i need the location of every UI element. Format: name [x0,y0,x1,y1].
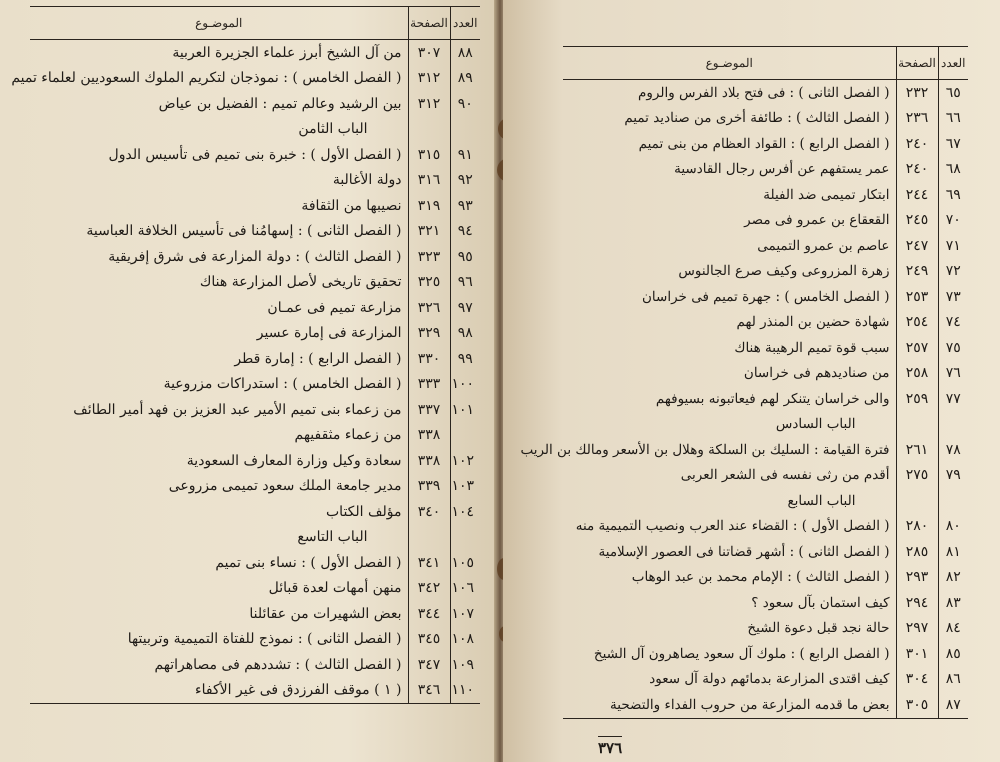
entry-number: ٩٣ [450,193,480,219]
entry-number: ٨١ [938,539,968,565]
topic-text: سبب قوة تميم الرهيبة هناك [734,339,890,356]
topic-text: كيف اقتدى المزارعة بدمائهم دولة آل سعود [649,671,890,688]
table-row [30,193,480,219]
page-ref: ٣٤٠ [408,499,450,525]
topic-text: ( الفصل الثالث ) : الإمام محمد بن عبد الوهاب [631,569,890,586]
page-ref: ٣٣٣ [408,372,450,398]
entry-number: ٧٨ [938,437,968,463]
entry-number: ٨٣ [938,590,968,616]
topic-text: المزارعة فى إمارة عسير [256,325,402,342]
entry-number [450,117,480,143]
header-number: العدد [450,7,480,40]
entry-number: ٦٧ [938,131,968,157]
entry-number: ٧٤ [938,310,968,336]
header-topic: الموضـوع [563,47,896,80]
entry-number: ١٠١ [450,397,480,423]
topic-text: عاصم بن عمرو التميمى [757,237,890,254]
table-row [563,565,968,591]
page-ref: ٢٣٢ [896,80,938,106]
header-number: العدد [938,47,968,80]
topic-text: ( الفصل الأول ) : القضاء عند العرب ونصيب التميمية منه [575,518,890,535]
header-page: الصفحة [896,47,938,80]
topic-text: زهرة المزروعى وكيف صرع الجالنوس [678,263,890,280]
entry-number: ١٠٤ [450,499,480,525]
table-row [30,474,480,500]
page-ref: ٣٠٧ [408,40,450,66]
table-row [30,40,480,66]
section-heading-row [30,117,480,143]
right-page [503,0,1000,762]
toc-body-left [11,40,480,704]
topic-text: فترة القيامة : السليك بن السلكة وهلال بن الأسعر ومالك بن الريب [520,441,890,458]
table-row [563,182,968,208]
page-ref: ٣٠١ [896,641,938,667]
topic-text: ( الفصل الأول ) : نساء بنى تميم [215,554,402,571]
page-ref: ٣٤٥ [408,627,450,653]
table-row [563,80,968,106]
entry-number: ٦٥ [938,80,968,106]
table-row [563,641,968,667]
entry-number: ٧٩ [938,463,968,489]
topic-text: بعض الشهيرات من عقائلنا [249,605,402,622]
page-ref: ٢٥٧ [896,335,938,361]
table-row [563,514,968,540]
topic-text: ( الفصل الخامس ) : استدراكات مزروعية [163,376,402,393]
table-row [30,91,480,117]
topic-text: تحقيق تاريخى لأصل المزارعة هناك [199,274,402,291]
table-row [563,106,968,132]
table-row [563,437,968,463]
topic-text: الباب الثامن [298,121,368,138]
header-topic: الموضـوع [30,7,408,40]
table-row [30,652,480,678]
page-ref: ٣٤٢ [408,576,450,602]
page-ref: ٢٣٦ [896,106,938,132]
page-ref [408,117,450,143]
page-ref: ٢٤٥ [896,208,938,234]
entry-number: ٨٨ [450,40,480,66]
page-ref: ٢٥٩ [896,386,938,412]
entry-number [450,525,480,551]
topic-text: ( الفصل الخامس ) : جهرة تميم فى خراسان [642,288,890,305]
table-row [563,361,968,387]
page-ref: ٣٤٤ [408,601,450,627]
table-row [563,667,968,693]
topic-text: ( الفصل الثانى ) : أشهر قضاتنا فى العصور الإسلامية [598,543,890,560]
page-ref: ٣٢٥ [408,270,450,296]
left-page [0,0,497,762]
page-ref [896,412,938,438]
entry-number [938,412,968,438]
page-ref: ٣٤٧ [408,652,450,678]
table-row [30,244,480,270]
page-ref: ٢٨٠ [896,514,938,540]
entry-number: ٨٢ [938,565,968,591]
page-ref: ٣٤١ [408,550,450,576]
topic-text: حالة نجد قبل دعوة الشيخ [747,620,890,637]
entry-number: ١٠٢ [450,448,480,474]
entry-number [450,423,480,449]
toc-table-left [11,6,480,704]
page-ref [896,488,938,514]
table-row [30,142,480,168]
entry-number: ١٠٩ [450,652,480,678]
entry-number: ٩٩ [450,346,480,372]
page-ref: ٣٣٨ [408,448,450,474]
table-row [563,692,968,718]
entry-number: ٦٨ [938,157,968,183]
table-row [563,284,968,310]
page-ref: ٢٥٤ [896,310,938,336]
topic-text: مزارعة تميم فى عمـان [267,299,402,316]
entry-number: ١٠٥ [450,550,480,576]
table-row [563,539,968,565]
table-row [30,372,480,398]
page-ref: ٢٩٧ [896,616,938,642]
topic-text: الباب التاسع [297,529,368,546]
topic-text: ( ١ ) موقف الفرزدق فى غير الأكفاء [30,678,408,704]
table-row [563,131,968,157]
page-ref: ٢٤٠ [896,131,938,157]
topic-text: الباب السادس [775,416,856,433]
topic-text: ( الفصل الثانى ) : نموذج للفتاة التميمية وتربيتها [127,631,402,648]
page-ref: ٣٢٩ [408,321,450,347]
topic-text: بعض ما قدمه المزارعة من حروب الفداء والتضحية [563,692,896,718]
section-heading-row [563,412,968,438]
table-row [30,219,480,245]
table-row [563,233,968,259]
page-ref: ٣١٩ [408,193,450,219]
page-ref: ٣٢١ [408,219,450,245]
topic-text: مؤلف الكتاب [326,503,402,520]
page-ref: ٣١٢ [408,66,450,92]
page-ref [408,525,450,551]
entry-number: ٩٢ [450,168,480,194]
entry-number: ٧٥ [938,335,968,361]
topic-text: بين الرشيد وعالم تميم : الفضيل بن عياض [158,95,402,112]
entry-number: ١٠٦ [450,576,480,602]
entry-number: ٧٧ [938,386,968,412]
table-row [30,448,480,474]
topic-text: منهن أمهات لعدة قبائل [268,580,402,597]
topic-text: نصيبها من الثقافة [301,197,402,214]
table-row [30,627,480,653]
page-ref: ٢٤٠ [896,157,938,183]
page-ref: ٣٣٠ [408,346,450,372]
topic-text: الباب السابع [787,492,856,509]
table-row [30,270,480,296]
topic-text: دولة الأغالبة [332,172,402,189]
entry-number: ٩٤ [450,219,480,245]
topic-text: ( الفصل الرابع ) : ملوك آل سعود يصاهرون آل الشيخ [593,645,890,662]
table-row [30,499,480,525]
table-row [30,346,480,372]
table-row [30,397,480,423]
page-ref: ٣٠٤ [896,667,938,693]
page-ref: ٣٤٦ [408,678,450,704]
topic-text: من زعماء مثقفيهم [294,427,402,444]
table-row [563,208,968,234]
entry-number: ٩٥ [450,244,480,270]
page-ref: ٢٨٥ [896,539,938,565]
page-ref: ٣٣٧ [408,397,450,423]
entry-number: ٩١ [450,142,480,168]
topic-text: القعقاع بن عمرو فى مصر [744,212,890,229]
table-row [563,616,968,642]
entry-number: ١٠٨ [450,627,480,653]
entry-number: ٧٦ [938,361,968,387]
toc-table-right [520,46,968,719]
entry-number: ٧٣ [938,284,968,310]
entry-number: ٨٩ [450,66,480,92]
entry-number: ١٠٣ [450,474,480,500]
topic-text: أقدم من رثى نفسه فى الشعر العربى [680,467,890,484]
page-ref: ٢٧٥ [896,463,938,489]
entry-number: ٨٤ [938,616,968,642]
topic-text: مدير جامعة الملك سعود تميمى مزروعى [168,478,402,495]
topic-text: من زعماء بنى تميم الأمير عبد العزيز بن فهد أمير الطائف [73,401,402,418]
entry-number: ١٠٠ [450,372,480,398]
entry-number: ٨٠ [938,514,968,540]
entry-number: ٨٥ [938,641,968,667]
entry-number: ٩٦ [450,270,480,296]
table-row [563,259,968,285]
table-row [563,335,968,361]
entry-number: ٧٢ [938,259,968,285]
page-ref: ٢٤٧ [896,233,938,259]
header-page: الصفحة [408,7,450,40]
page-number: ٣٧٦ [598,736,622,757]
table-row [30,550,480,576]
table-row [30,678,480,704]
page-ref: ٣٠٥ [896,692,938,718]
topic-text: ( الفصل الثالث ) : تشددهم فى مصاهراتهم [154,656,402,673]
page-ref: ٢٩٤ [896,590,938,616]
table-row [30,66,480,92]
entry-number [938,488,968,514]
page-ref: ٢٥٣ [896,284,938,310]
page-ref: ٣١٢ [408,91,450,117]
topic-text: ( الفصل الرابع ) : إمارة قطر [234,350,402,367]
topic-text: ( الفصل الثالث ) : طائفة أخرى من صناديد تميم [624,110,890,127]
table-row [563,463,968,489]
entry-number: ٧٠ [938,208,968,234]
page-ref: ٣٣٩ [408,474,450,500]
page-ref: ٣١٥ [408,142,450,168]
table-row [30,576,480,602]
table-row [30,168,480,194]
topic-text: ( الفصل الثالث ) : دولة المزارعة فى شرق إفريقية [108,248,402,265]
entry-number: ٩٠ [450,91,480,117]
topic-text: ( الفصل الأول ) : خبرة بنى تميم فى تأسيس الدول [108,146,402,163]
topic-text: ابتكار تميمى ضد الفيلة [763,186,890,203]
page-ref: ٣٢٣ [408,244,450,270]
topic-text: سعادة وكيل وزارة المعارف السعودية [186,452,402,469]
topic-text: من صناديدهم فى خراسان [743,365,890,382]
page-ref: ٢٩٣ [896,565,938,591]
table-row [30,601,480,627]
table-row [30,423,480,449]
table-row [30,295,480,321]
page-ref: ٣١٦ [408,168,450,194]
entry-number: ٧١ [938,233,968,259]
topic-text: ( الفصل الرابع ) : القواد العظام من بنى تميم [638,135,890,152]
entry-number: ٦٦ [938,106,968,132]
page-ref: ٢٦١ [896,437,938,463]
table-row [30,321,480,347]
table-row [563,310,968,336]
entry-number: ٦٩ [938,182,968,208]
entry-number: ٩٧ [450,295,480,321]
toc-body-right [520,80,968,719]
table-row [563,157,968,183]
table-row [563,590,968,616]
entry-number: ٩٨ [450,321,480,347]
table-row [563,386,968,412]
page-ref: ٣٣٨ [408,423,450,449]
topic-text: ( الفصل الثانى ) : فى فتح بلاد الفرس والروم [638,84,890,101]
section-heading-row [563,488,968,514]
page-ref: ٢٥٨ [896,361,938,387]
entry-number: ١١٠ [450,678,480,704]
topic-text: عمر يستفهم عن أفرس رجال القادسية [674,161,890,178]
entry-number: ٨٧ [938,692,968,718]
topic-text: ( الفصل الخامس ) : نموذجان لتكريم الملوك السعوديين لعلماء تميم [11,70,402,87]
entry-number: ١٠٧ [450,601,480,627]
topic-text: من آل الشيخ أبرز علماء الجزيرة العربية [172,44,402,61]
entry-number: ٨٦ [938,667,968,693]
topic-text: ( الفصل الثانى ) : إسهامُنا فى تأسيس الخلافة العباسية [86,223,402,240]
section-heading-row [30,525,480,551]
page-ref: ٢٤٤ [896,182,938,208]
topic-text: كيف استمان بآل سعود ؟ [751,594,890,611]
page-ref: ٣٢٦ [408,295,450,321]
topic-text: شهادة حضين بن المنذر لهم [736,314,890,331]
topic-text: والى خراسان يتنكر لهم فيعاتبونه بسيوفهم [655,390,890,407]
page-ref: ٢٤٩ [896,259,938,285]
